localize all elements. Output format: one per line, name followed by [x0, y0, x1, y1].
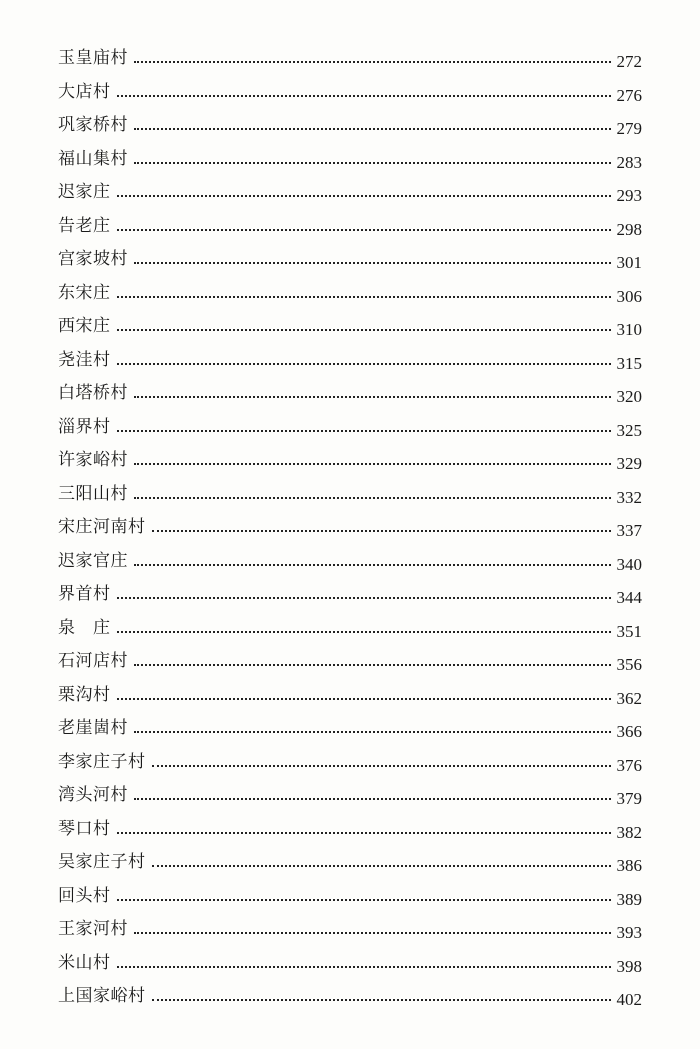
dot-leader [117, 965, 611, 968]
dot-leader [117, 328, 611, 331]
toc-entry [58, 679, 642, 713]
dot-leader [117, 295, 611, 298]
dot-leader [134, 730, 611, 733]
toc-entry-title: 石河店村 [58, 651, 128, 672]
toc-entry [58, 277, 642, 311]
dot-leader [117, 630, 611, 633]
toc-entry-page: 402 [616, 990, 642, 1010]
dot-leader [152, 529, 611, 532]
toc-entry-title: 栗沟村 [58, 684, 111, 705]
dot-leader [117, 831, 611, 834]
dot-leader [117, 429, 611, 432]
toc-entry [58, 344, 642, 378]
toc-entry-title: 吴家庄子村 [58, 852, 146, 873]
dot-leader [117, 596, 611, 599]
toc-entry [58, 645, 642, 679]
toc-entry-page: 306 [616, 286, 642, 306]
toc-entry [58, 243, 642, 277]
dot-leader [134, 663, 611, 666]
dot-leader [117, 228, 611, 231]
toc-entry-page: 301 [616, 253, 642, 273]
toc-entry [58, 511, 642, 545]
toc-entry [58, 377, 642, 411]
toc-entry [58, 210, 642, 244]
toc-entry-page: 298 [616, 219, 642, 239]
dot-leader [152, 764, 611, 767]
toc-entry-page: 293 [616, 186, 642, 206]
toc-entry-title: 湾头河村 [58, 785, 128, 806]
toc-entry [58, 411, 642, 445]
dot-leader [134, 261, 611, 264]
dot-leader [134, 797, 611, 800]
dot-leader [117, 194, 611, 197]
toc-entry-page: 398 [616, 956, 642, 976]
toc-entry-title: 东宋庄 [58, 282, 111, 303]
toc-entry-page: 362 [616, 688, 642, 708]
dot-leader [134, 161, 611, 164]
toc-entry-title: 大店村 [58, 81, 111, 102]
dot-leader [134, 462, 611, 465]
toc-entry-title: 琴口村 [58, 818, 111, 839]
toc-entry-page: 310 [616, 320, 642, 340]
toc-entry-page: 332 [616, 487, 642, 507]
toc-entry-title: 尧洼村 [58, 349, 111, 370]
dot-leader [134, 127, 611, 130]
toc-entry-page: 315 [616, 353, 642, 373]
toc-entry [58, 444, 642, 478]
toc-entry-page: 393 [616, 923, 642, 943]
toc-entry-title: 福山集村 [58, 148, 128, 169]
toc-entry [58, 846, 642, 880]
toc-entry-page: 366 [616, 722, 642, 742]
toc-entry [58, 143, 642, 177]
toc-entry-page: 386 [616, 856, 642, 876]
toc-entry-title: 迟家官庄 [58, 550, 128, 571]
toc-entry-title: 迟家庄 [58, 182, 111, 203]
toc-entry-page: 356 [616, 655, 642, 675]
toc-entry-page: 379 [616, 789, 642, 809]
toc-entry-title: 宋庄河南村 [58, 517, 146, 538]
toc-entry-page: 340 [616, 554, 642, 574]
toc-entry-page: 283 [616, 152, 642, 172]
toc-entry-title: 米山村 [58, 952, 111, 973]
toc-entry-title: 巩家桥村 [58, 115, 128, 136]
toc-entry [58, 310, 642, 344]
toc-entry [58, 813, 642, 847]
toc-entry-title: 三阳山村 [58, 483, 128, 504]
toc-entry [58, 176, 642, 210]
dot-leader [134, 931, 611, 934]
toc-entry [58, 779, 642, 813]
toc-entry [58, 880, 642, 914]
toc-entry [58, 76, 642, 110]
dot-leader [117, 94, 611, 97]
table-of-contents [58, 42, 642, 1014]
toc-entry-page: 279 [616, 119, 642, 139]
dot-leader [117, 898, 611, 901]
toc-entry-page: 376 [616, 755, 642, 775]
dot-leader [134, 60, 611, 63]
toc-entry [58, 612, 642, 646]
toc-entry-title: 李家庄子村 [58, 751, 146, 772]
dot-leader [134, 496, 611, 499]
toc-entry-page: 329 [616, 454, 642, 474]
toc-entry-title: 王家河村 [58, 919, 128, 940]
toc-entry-title: 泉 庄 [58, 617, 111, 638]
toc-entry-page: 389 [616, 889, 642, 909]
toc-entry-title: 西宋庄 [58, 316, 111, 337]
toc-entry-page: 276 [616, 85, 642, 105]
toc-entry-title: 回头村 [58, 885, 111, 906]
dot-leader [117, 362, 611, 365]
toc-entry-page: 344 [616, 588, 642, 608]
toc-entry [58, 746, 642, 780]
dot-leader [117, 697, 611, 700]
toc-entry-title: 界首村 [58, 584, 111, 605]
toc-entry-title: 上国家峪村 [58, 986, 146, 1007]
toc-entry-title: 淄界村 [58, 416, 111, 437]
toc-entry-title: 许家峪村 [58, 450, 128, 471]
toc-entry [58, 980, 642, 1014]
toc-entry [58, 947, 642, 981]
toc-entry [58, 109, 642, 143]
toc-entry [58, 478, 642, 512]
dot-leader [152, 998, 611, 1001]
toc-entry-page: 272 [616, 52, 642, 72]
dot-leader [134, 395, 611, 398]
toc-entry-title: 白塔桥村 [58, 383, 128, 404]
toc-entry [58, 42, 642, 76]
toc-entry-title: 宫家坡村 [58, 249, 128, 270]
toc-entry-page: 337 [616, 521, 642, 541]
toc-entry [58, 578, 642, 612]
toc-entry [58, 545, 642, 579]
dot-leader [134, 563, 611, 566]
toc-entry-title: 玉皇庙村 [58, 48, 128, 69]
toc-entry [58, 913, 642, 947]
dot-leader [152, 864, 611, 867]
toc-entry [58, 712, 642, 746]
toc-entry-page: 325 [616, 420, 642, 440]
toc-entry-page: 382 [616, 822, 642, 842]
toc-entry-page: 320 [616, 387, 642, 407]
toc-entry-page: 351 [616, 621, 642, 641]
toc-entry-title: 老崖崮村 [58, 718, 128, 739]
toc-entry-title: 告老庄 [58, 215, 111, 236]
